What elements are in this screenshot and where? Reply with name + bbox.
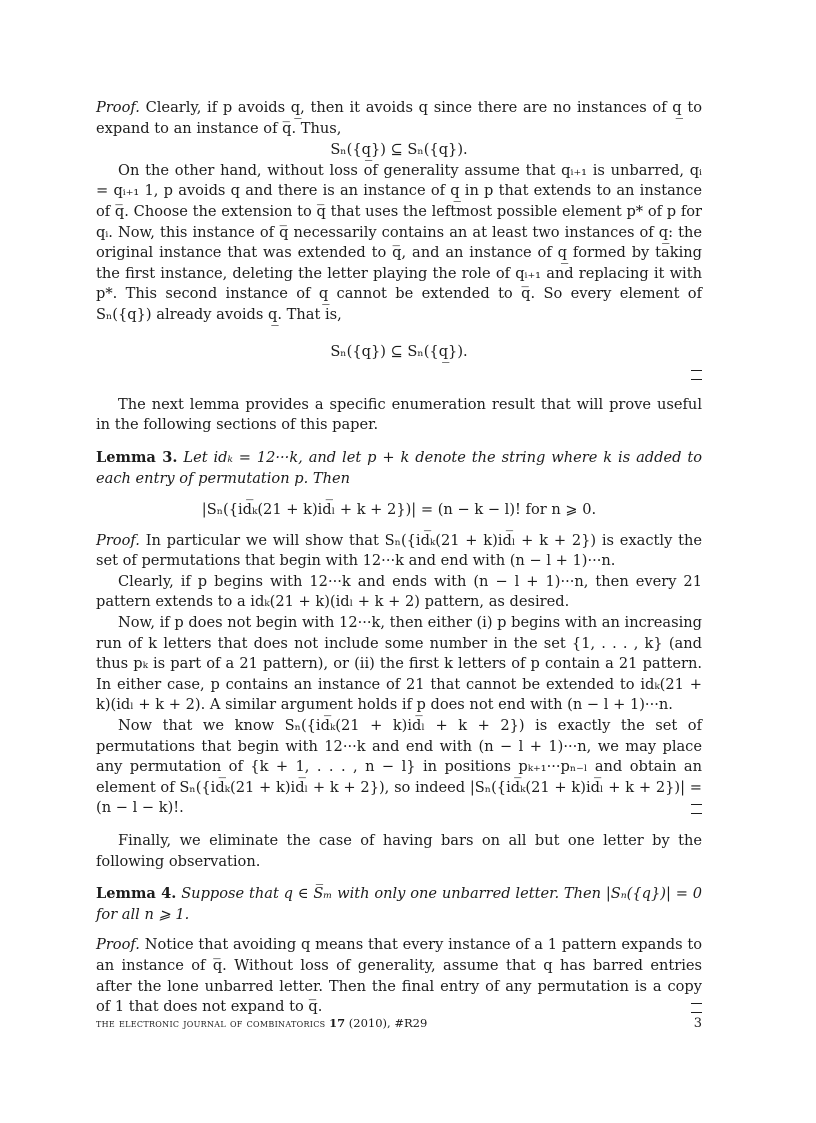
interlude-paragraph-1: The next lemma provides a specific enumeration result that will prove useful in the following sections of this paper. [96, 395, 702, 434]
lemma-4-label: Lemma 4. [96, 885, 177, 903]
lemma-4-statement: Suppose that q ∈ S̅ₘ with only one unbarred letter. Then |Sₙ({q})| = 0 for all n ⩾ 1. [96, 885, 703, 923]
proof3-para2: Clearly, if p begins with 12···k and ends with (n − l + 1)···n, then every 21 pattern extends to a idₖ(21 + k)(idₗ + k + 2) pattern, as desired. [96, 572, 702, 611]
lemma-3-statement: Let idₖ = 12···k, and let p + k denote the string where k is added to each entry of permutation p. Then [96, 448, 702, 487]
footer-journal: the electronic journal of combinatorics [96, 1016, 326, 1030]
proof-label: Proof. [96, 531, 140, 549]
proof3-para4-text: Now that we know Sₙ({id̅ₖ(21 + k)id̅ₗ + k + 2}) is exactly the set of permutations that begin with 12···k and end with (n − l + 1)···n, we may place any permutation of {k + 1, . . . , n − l} in positions pₖ₊₁···pₙ₋ₗ and obtain an element of Sₙ({id̅ₖ(21 + k)id̅ₗ + k + 2}), so indeed |Sₙ({id̅ₖ(21 + k)id̅ₗ + k + 2})| = (n − l − k)!. [96, 717, 702, 817]
page-body [96, 98, 702, 1018]
proof-label: Proof. [96, 99, 140, 116]
proof3-para1-text: In particular we will show that Sₙ({id̅ₖ(21 + k)id̅ₗ + k + 2}) is exactly the set of permutations that begin with 12···k and end with (n − l + 1)···n. [96, 531, 703, 570]
display-equation-1: Sₙ({q̲}) ⊆ Sₙ({q}). [330, 141, 468, 159]
proof4-text: Notice that avoiding q means that every instance of a 1 pattern expands to an instance of q̅. Without loss of generality, assume that q has barred entries after the lone unbarred letter. Then the final entry of any permutation is a copy of 1 that does not expand to q̅. [96, 936, 703, 1016]
footer-year-article: (2010), #R29 [348, 1016, 428, 1030]
proof3-para3: Now, if p does not begin with 12···k, then either (i) p begins with an increasing run of k letters that does not include some number in the set {1, . . . , k} (and thus pₖ is part of a 21 pattern), or (ii) the first k letters of p contain a 21 pattern. In either case, p contains an instance of 21 that cannot be extended to idₖ(21 + k)(idₗ + k + 2). A similar argument holds if p does not end with (n − l + 1)···n. [96, 614, 702, 714]
proof1-para1 [96, 98, 702, 139]
proof1-para1-text: Clearly, if p avoids q̲, then it avoids q since there are no instances of q̲ to expand to an instance of q̅. Thus, [96, 99, 702, 137]
qed-symbol [691, 804, 702, 814]
interlude-paragraph-2: Finally, we eliminate the case of having bars on all but one letter by the following observation. [96, 832, 702, 870]
lemma-3-display: |Sₙ({id̅ₖ(21 + k)id̅ₗ + k + 2})| = (n − k − l)! for n ⩾ 0. [201, 501, 597, 519]
proof3-para1 [96, 531, 702, 572]
proof1-para2: On the other hand, without loss of generality assume that qᵢ₊₁ is unbarred, qᵢ = qᵢ₊₁ 1, p avoids q and there is an instance of q̲ in p that extends to an instance of q̅. Choose the extension to q̅ that uses the leftmost possible element p* of p for qᵢ. Now, this instance of q̅ necessarily contains an at least two instances of q̲: the original instance that was extended to q̅, and an instance of q̲ formed by taking the first instance, deleting the letter playing the role of qᵢ₊₁ and replacing it with p*. This second instance of q̲ cannot be extended to q̅. So every element of Sₙ({q}) already avoids q̲. That is, [96, 161, 702, 323]
qed-symbol [691, 370, 702, 380]
proof3-para4 [96, 716, 702, 819]
proof4 [96, 935, 702, 1017]
qed-line [96, 362, 702, 383]
lemma-3-label: Lemma 3. [96, 448, 178, 466]
qed-symbol [691, 1003, 702, 1013]
proof-label: Proof. [96, 936, 140, 954]
lemma-3 [96, 448, 702, 489]
page-number: 3 [693, 1016, 702, 1031]
page-footer [96, 1016, 702, 1030]
lemma-4 [96, 884, 702, 925]
footer-volume: 17 [329, 1016, 346, 1030]
display-equation-2: Sₙ({q}) ⊆ Sₙ({q̲}). [330, 342, 468, 360]
